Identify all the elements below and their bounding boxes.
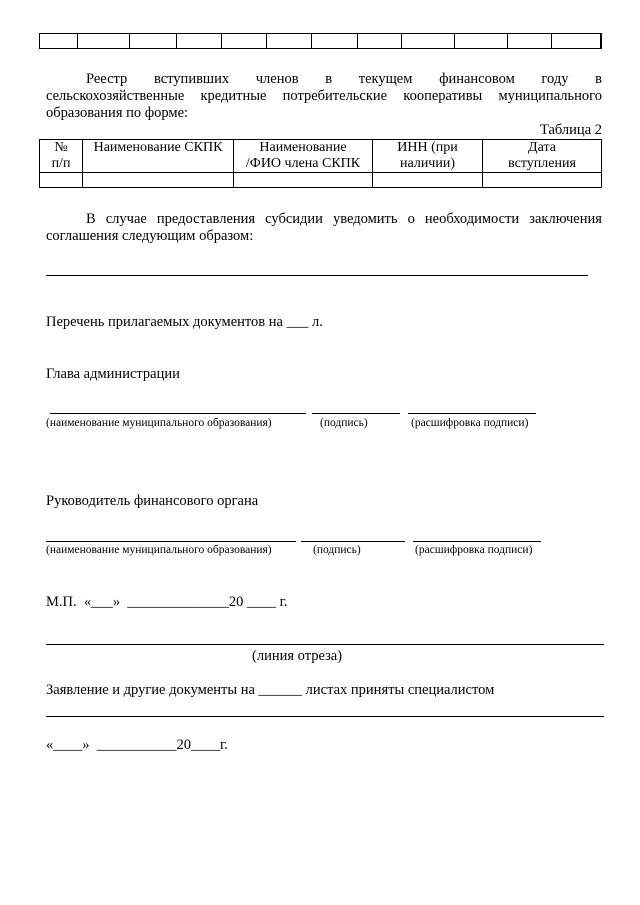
date-line: «____» ___________20____г. (46, 737, 228, 753)
subsidy-word: случае (105, 211, 147, 227)
intro-word: Реестр (86, 71, 128, 87)
mo-name-line (46, 541, 296, 542)
intro-word: в (325, 71, 333, 87)
subsidy-word: уведомить (333, 211, 398, 227)
subsidy-word: необходимости (424, 211, 520, 227)
subsidy-word: В (86, 211, 96, 227)
signature-caption: (подпись) (313, 544, 361, 556)
table-row (40, 173, 602, 188)
table-header-row (40, 140, 602, 173)
table2 (39, 139, 602, 188)
signature-caption: (подпись) (320, 417, 368, 429)
table-header-cell: Дата вступления (483, 140, 602, 173)
subsidy-word: субсидии (265, 211, 323, 227)
decrypt-caption: (расшифровка подписи) (411, 417, 529, 429)
intro-word: году (541, 71, 569, 87)
intro-word: вступивших (153, 71, 230, 87)
table-header-cell: Наименование СКПК (83, 140, 234, 173)
intro-word: кооперативы (403, 88, 483, 104)
cut-line (46, 644, 604, 645)
subsidy-word: о (407, 211, 415, 227)
table-header-cell: ИНН (при наличии) (373, 140, 483, 173)
fill-in-line (46, 275, 588, 276)
intro-word: кредитные (200, 88, 267, 104)
fin-head-title: Руководитель финансового органа (46, 493, 259, 509)
cut-line-label: (линия отреза) (252, 648, 343, 664)
mo-name-line (50, 413, 306, 414)
intro-word: в (595, 71, 602, 87)
head-admin-title: Глава администрации (46, 366, 180, 382)
intro-word: сельскохозяйственные (46, 88, 185, 104)
decrypt-caption: (расшифровка подписи) (415, 544, 533, 556)
table-header-cell: № п/п (40, 140, 83, 173)
subsidy-word: заключения (529, 211, 602, 227)
decrypt-line (413, 541, 541, 542)
intro-line-2 (46, 88, 602, 105)
accepted-statement: Заявление и другие документы на ______ листах приняты специалистом (46, 682, 495, 698)
subsidy-line-2: соглашения следующим образом: (46, 228, 254, 244)
intro-line-1 (46, 71, 602, 88)
signature-line (301, 541, 405, 542)
intro-word: текущем (358, 71, 413, 87)
intro-word: членов (255, 71, 299, 87)
subsidy-line-1 (46, 211, 602, 228)
specialist-line (46, 716, 604, 717)
signature-line (312, 413, 400, 414)
table2-caption: Таблица 2 (539, 122, 602, 138)
top-empty-table (39, 33, 602, 49)
intro-word: муниципального (498, 88, 602, 104)
intro-paragraph (46, 71, 602, 122)
mo-name-caption: (наименование муниципального образования) (46, 417, 272, 429)
intro-word: потребительские (282, 88, 388, 104)
mo-name-caption: (наименование муниципального образования) (46, 544, 272, 556)
stamp-line: М.П. «___» ______________20 ____ г. (46, 594, 288, 610)
documents-list-line: Перечень прилагаемых документов на ___ л. (46, 314, 323, 330)
table-row (40, 34, 602, 49)
intro-word: финансовом (439, 71, 515, 87)
table-header-cell: Наименование /ФИО члена СКПК (234, 140, 373, 173)
decrypt-line (408, 413, 536, 414)
subsidy-paragraph (46, 211, 602, 245)
intro-line-3: образования по форме: (46, 105, 189, 121)
subsidy-word: предоставления (156, 211, 256, 227)
